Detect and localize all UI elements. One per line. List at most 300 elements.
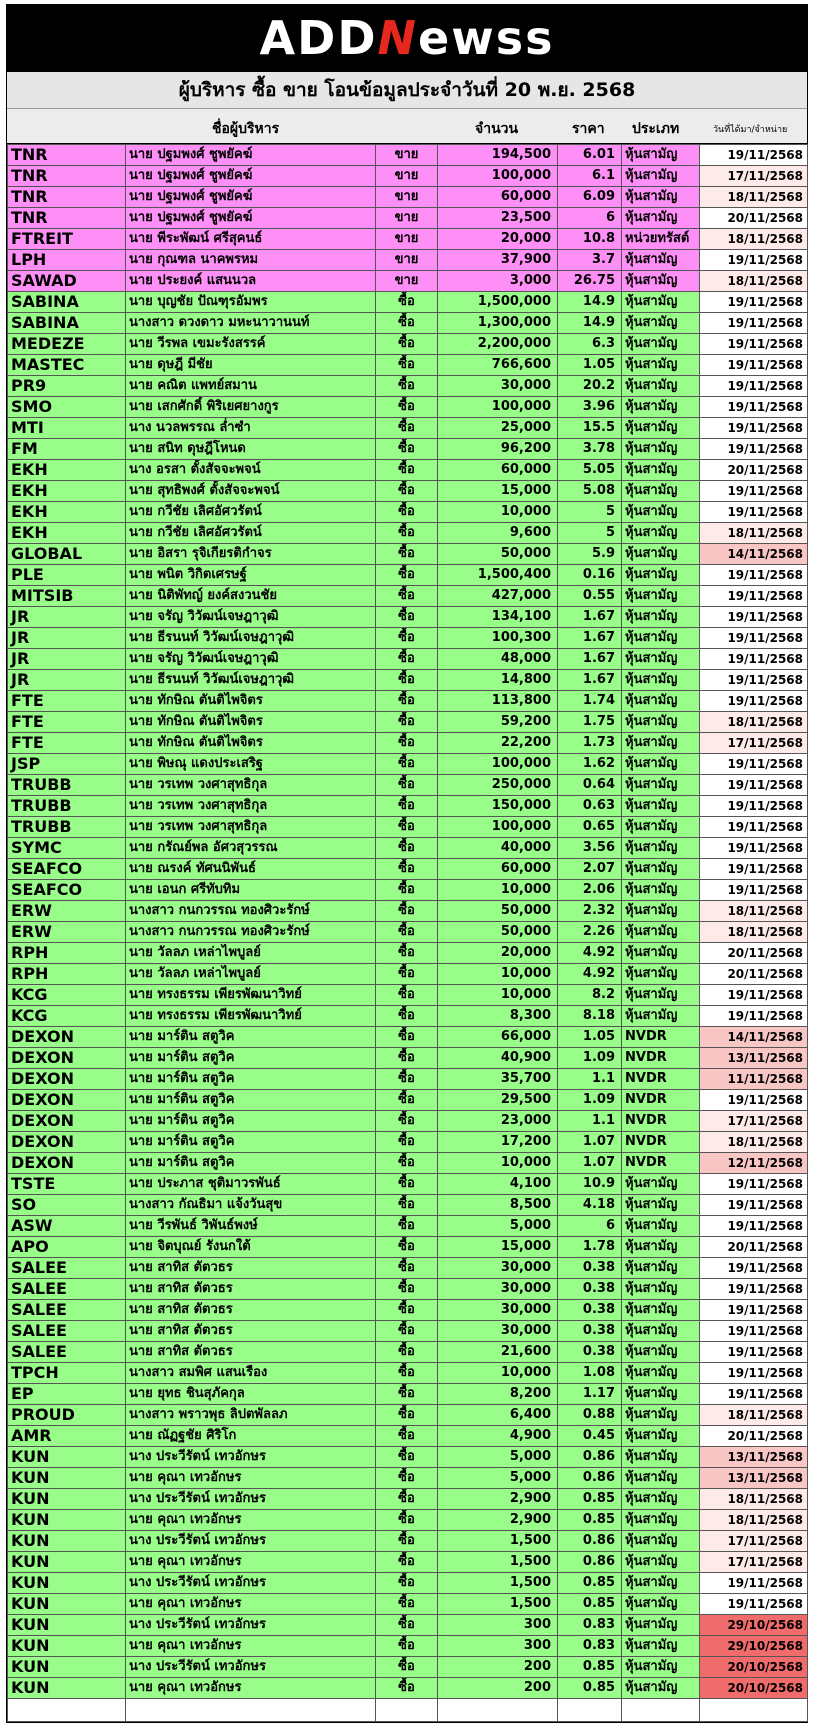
table-row — [8, 292, 808, 313]
price: 1.62 — [558, 754, 622, 775]
transaction-date: 19/11/2568 — [700, 1258, 808, 1279]
table-row — [8, 1090, 808, 1111]
executive-name: นางสาว กนกวรรณ ทองศิวะรักษ์ — [126, 922, 376, 943]
price: 0.38 — [558, 1300, 622, 1321]
quantity: 25,000 — [438, 418, 558, 439]
price: 10.8 — [558, 229, 622, 250]
transaction-type: ขาย — [376, 229, 438, 250]
security-type: หุ้นสามัญ — [622, 544, 700, 565]
transaction-date: 18/11/2568 — [700, 523, 808, 544]
executive-name: นาง ประวีรัตน์ เทวอักษร — [126, 1573, 376, 1594]
security-type: หุ้นสามัญ — [622, 313, 700, 334]
price: 2.32 — [558, 901, 622, 922]
security-type: หุ้นสามัญ — [622, 775, 700, 796]
stock-symbol: ERW — [8, 901, 126, 922]
table-row — [8, 733, 808, 754]
transaction-date: 14/11/2568 — [700, 544, 808, 565]
stock-symbol: KUN — [8, 1594, 126, 1615]
security-type: หุ้นสามัญ — [622, 1573, 700, 1594]
quantity: 40,000 — [438, 838, 558, 859]
stock-symbol: TNR — [8, 145, 126, 166]
security-type: หุ้นสามัญ — [622, 1006, 700, 1027]
transaction-type: ซื้อ — [376, 355, 438, 376]
security-type: หุ้นสามัญ — [622, 355, 700, 376]
quantity: 15,000 — [438, 1237, 558, 1258]
executive-name: นาย วรเทพ วงศาสุทธิกุล — [126, 775, 376, 796]
header-date: วันที่ได้มา/จำหน่าย — [713, 125, 788, 135]
quantity: 96,200 — [438, 439, 558, 460]
transaction-type: ซื้อ — [376, 376, 438, 397]
table-row — [8, 838, 808, 859]
price: 1.73 — [558, 733, 622, 754]
transaction-type: ซื้อ — [376, 1405, 438, 1426]
transaction-type: ซื้อ — [376, 1237, 438, 1258]
price: 3.96 — [558, 397, 622, 418]
security-type: หุ้นสามัญ — [622, 418, 700, 439]
stock-symbol: SABINA — [8, 313, 126, 334]
transaction-type: ขาย — [376, 250, 438, 271]
executive-name: นาย ณัฏฐชัย ศิริโก — [126, 1426, 376, 1447]
price: 0.83 — [558, 1615, 622, 1636]
quantity: 6,400 — [438, 1405, 558, 1426]
transaction-type: ซื้อ — [376, 1615, 438, 1636]
stock-symbol: TNR — [8, 166, 126, 187]
stock-symbol: FTREIT — [8, 229, 126, 250]
security-type: หุ้นสามัญ — [622, 964, 700, 985]
stock-symbol: KUN — [8, 1468, 126, 1489]
transaction-date: 20/11/2568 — [700, 943, 808, 964]
price: 0.38 — [558, 1321, 622, 1342]
transaction-type: ซื้อ — [376, 1657, 438, 1678]
executive-name: นาย ปฐมพงศ์ ชูพยัคฆ์ — [126, 187, 376, 208]
security-type: NVDR — [622, 1111, 700, 1132]
quantity: 50,000 — [438, 922, 558, 943]
transaction-type: ซื้อ — [376, 964, 438, 985]
security-type: หุ้นสามัญ — [622, 796, 700, 817]
quantity: 100,300 — [438, 628, 558, 649]
stock-symbol: MASTEC — [8, 355, 126, 376]
executive-name: นาย มาร์ติน สตูวิค — [126, 1132, 376, 1153]
executive-name: นางสาว กนกวรรณ ทองศิวะรักษ์ — [126, 901, 376, 922]
quantity: 20,000 — [438, 229, 558, 250]
stock-symbol: ASW — [8, 1216, 126, 1237]
stock-symbol: EKH — [8, 481, 126, 502]
transaction-date: 18/11/2568 — [700, 187, 808, 208]
transaction-type: ซื้อ — [376, 733, 438, 754]
table-row — [8, 1279, 808, 1300]
quantity: 5,000 — [438, 1468, 558, 1489]
transaction-date: 13/11/2568 — [700, 1468, 808, 1489]
header-price: ราคา — [572, 121, 605, 137]
executive-name: นาย วัลลภ เหล่าไพบูลย์ — [126, 964, 376, 985]
transaction-type: ซื้อ — [376, 397, 438, 418]
executive-name: นาย คุณา เทวอักษร — [126, 1510, 376, 1531]
security-type: หุ้นสามัญ — [622, 208, 700, 229]
table-row — [8, 817, 808, 838]
table-row — [8, 1447, 808, 1468]
stock-symbol: FTE — [8, 712, 126, 733]
security-type: หุ้นสามัญ — [622, 1216, 700, 1237]
security-type: หุ้นสามัญ — [622, 1258, 700, 1279]
transaction-type: ซื้อ — [376, 1153, 438, 1174]
price: 0.85 — [558, 1489, 622, 1510]
logo-part-n: N — [377, 11, 418, 65]
price: 0.85 — [558, 1657, 622, 1678]
quantity: 134,100 — [438, 607, 558, 628]
quantity: 1,300,000 — [438, 313, 558, 334]
transaction-date: 19/11/2568 — [700, 250, 808, 271]
quantity: 5,000 — [438, 1447, 558, 1468]
quantity: 50,000 — [438, 901, 558, 922]
table-row — [8, 271, 808, 292]
quantity: 1,500,400 — [438, 565, 558, 586]
transaction-type: ซื้อ — [376, 481, 438, 502]
price: 0.64 — [558, 775, 622, 796]
table-row — [8, 229, 808, 250]
executive-name: นาย พนิต วิกิตเศรษฐ์ — [126, 565, 376, 586]
executive-name: นาย วัลลภ เหล่าไพบูลย์ — [126, 943, 376, 964]
transaction-date: 19/11/2568 — [700, 565, 808, 586]
price: 0.85 — [558, 1594, 622, 1615]
price: 1.05 — [558, 355, 622, 376]
price: 4.92 — [558, 964, 622, 985]
transaction-type: ซื้อ — [376, 922, 438, 943]
stock-symbol: JR — [8, 628, 126, 649]
table-row — [8, 250, 808, 271]
transaction-type: ซื้อ — [376, 1489, 438, 1510]
executive-name: นาง นวลพรรณ ล่ำซำ — [126, 418, 376, 439]
quantity: 15,000 — [438, 481, 558, 502]
transaction-date: 13/11/2568 — [700, 1048, 808, 1069]
price: 4.92 — [558, 943, 622, 964]
executive-name: นาย สาทิส ตัตวธร — [126, 1258, 376, 1279]
security-type: หุ้นสามัญ — [622, 1342, 700, 1363]
transaction-date: 19/11/2568 — [700, 1300, 808, 1321]
stock-symbol: JSP — [8, 754, 126, 775]
transaction-date: 18/11/2568 — [700, 712, 808, 733]
security-type: หุ้นสามัญ — [622, 712, 700, 733]
transaction-type: ซื้อ — [376, 628, 438, 649]
quantity: 1,500 — [438, 1552, 558, 1573]
table-row — [8, 754, 808, 775]
table-row — [8, 376, 808, 397]
quantity: 22,200 — [438, 733, 558, 754]
executive-name: นาย มาร์ติน สตูวิค — [126, 1027, 376, 1048]
transaction-date: 19/11/2568 — [700, 334, 808, 355]
transaction-type: ขาย — [376, 187, 438, 208]
transaction-date: 19/11/2568 — [700, 1321, 808, 1342]
transaction-date: 19/11/2568 — [700, 1216, 808, 1237]
executive-name: นาย วีรพล เขมะรังสรรค์ — [126, 334, 376, 355]
executive-name: นาย ทรงธรรม เพียรพัฒนาวิทย์ — [126, 985, 376, 1006]
quantity: 14,800 — [438, 670, 558, 691]
security-type: หุ้นสามัญ — [622, 1615, 700, 1636]
quantity: 100,000 — [438, 754, 558, 775]
transaction-type: ซื้อ — [376, 460, 438, 481]
table-row — [8, 1258, 808, 1279]
transaction-type: ซื้อ — [376, 1258, 438, 1279]
security-type: หุ้นสามัญ — [622, 1384, 700, 1405]
transaction-date: 19/11/2568 — [700, 1384, 808, 1405]
executive-name: นาย ปฐมพงศ์ ชูพยัคฆ์ — [126, 208, 376, 229]
transaction-type: ซื้อ — [376, 1321, 438, 1342]
security-type: หุ้นสามัญ — [622, 1510, 700, 1531]
table-row — [8, 1552, 808, 1573]
transaction-date: 19/11/2568 — [700, 607, 808, 628]
stock-symbol: TNR — [8, 208, 126, 229]
table-row — [8, 187, 808, 208]
price: 8.2 — [558, 985, 622, 1006]
quantity: 2,900 — [438, 1510, 558, 1531]
security-type: หุ้นสามัญ — [622, 250, 700, 271]
security-type: หุ้นสามัญ — [622, 565, 700, 586]
transaction-type: ซื้อ — [376, 502, 438, 523]
quantity: 100,000 — [438, 817, 558, 838]
executive-name: นาย กุณฑล นาคพรหม — [126, 250, 376, 271]
table-row — [8, 166, 808, 187]
price: 0.86 — [558, 1468, 622, 1489]
table-row — [8, 1384, 808, 1405]
executive-name: นาย มาร์ติน สตูวิค — [126, 1048, 376, 1069]
stock-symbol: TRUBB — [8, 775, 126, 796]
price: 1.08 — [558, 1363, 622, 1384]
quantity: 150,000 — [438, 796, 558, 817]
executive-name: นาย คุณา เทวอักษร — [126, 1636, 376, 1657]
security-type: หุ้นสามัญ — [622, 1237, 700, 1258]
executive-name: นาย บุญชัย ปัณฑุรอัมพร — [126, 292, 376, 313]
transaction-type: ซื้อ — [376, 649, 438, 670]
transaction-date: 19/11/2568 — [700, 1279, 808, 1300]
executive-name: นาย ประยงค์ แสนนวล — [126, 271, 376, 292]
table-row — [8, 586, 808, 607]
security-type: หุ้นสามัญ — [622, 1426, 700, 1447]
stock-symbol: SEAFCO — [8, 880, 126, 901]
price: 0.86 — [558, 1531, 622, 1552]
stock-symbol: DEXON — [8, 1048, 126, 1069]
stock-symbol: RPH — [8, 943, 126, 964]
stock-symbol: JR — [8, 607, 126, 628]
quantity: 30,000 — [438, 376, 558, 397]
price: 2.07 — [558, 859, 622, 880]
quantity: 250,000 — [438, 775, 558, 796]
quantity: 200 — [438, 1678, 558, 1699]
stock-symbol: KUN — [8, 1531, 126, 1552]
empty-cell — [8, 1699, 126, 1722]
price: 0.86 — [558, 1552, 622, 1573]
stock-symbol: DEXON — [8, 1090, 126, 1111]
executive-name: นาย วรเทพ วงศาสุทธิกุล — [126, 817, 376, 838]
security-type: NVDR — [622, 1069, 700, 1090]
price: 1.67 — [558, 649, 622, 670]
quantity: 1,500,000 — [438, 292, 558, 313]
transaction-date: 19/11/2568 — [700, 1594, 808, 1615]
transaction-type: ซื้อ — [376, 985, 438, 1006]
price: 10.9 — [558, 1174, 622, 1195]
transaction-date: 18/11/2568 — [700, 901, 808, 922]
price: 0.65 — [558, 817, 622, 838]
executive-name: นาย สาทิส ตัตวธร — [126, 1279, 376, 1300]
executive-name: นางสาว สมพิศ แสนเรือง — [126, 1363, 376, 1384]
price: 0.85 — [558, 1510, 622, 1531]
security-type: หุ้นสามัญ — [622, 1405, 700, 1426]
stock-symbol: MEDEZE — [8, 334, 126, 355]
transaction-type: ซื้อ — [376, 1573, 438, 1594]
table-row — [8, 502, 808, 523]
security-type: หุ้นสามัญ — [622, 1321, 700, 1342]
table-row — [8, 1489, 808, 1510]
table-row — [8, 313, 808, 334]
transaction-date: 18/11/2568 — [700, 922, 808, 943]
transaction-date: 11/11/2568 — [700, 1069, 808, 1090]
price: 3.7 — [558, 250, 622, 271]
transaction-type: ซื้อ — [376, 859, 438, 880]
transaction-type: ซื้อ — [376, 1048, 438, 1069]
security-type: หุ้นสามัญ — [622, 1195, 700, 1216]
security-type: หุ้นสามัญ — [622, 292, 700, 313]
executive-name: นาย นิติพัทญ์ ยงค์สงวนชัย — [126, 586, 376, 607]
transaction-type: ซื้อ — [376, 1195, 438, 1216]
transaction-type: ซื้อ — [376, 418, 438, 439]
table-row — [8, 1678, 808, 1699]
table-row — [8, 439, 808, 460]
quantity: 10,000 — [438, 985, 558, 1006]
table-row — [8, 1132, 808, 1153]
transaction-type: ซื้อ — [376, 1678, 438, 1699]
security-type: หน่วยทรัสต์ — [622, 229, 700, 250]
stock-symbol: TRUBB — [8, 796, 126, 817]
empty-cell — [700, 1699, 808, 1722]
transaction-date: 17/11/2568 — [700, 1552, 808, 1573]
transaction-date: 18/11/2568 — [700, 1132, 808, 1153]
quantity: 59,200 — [438, 712, 558, 733]
security-type: หุ้นสามัญ — [622, 334, 700, 355]
transaction-type: ซื้อ — [376, 1531, 438, 1552]
security-type: หุ้นสามัญ — [622, 1636, 700, 1657]
quantity: 30,000 — [438, 1258, 558, 1279]
table-row — [8, 649, 808, 670]
transaction-type: ซื้อ — [376, 1447, 438, 1468]
table-row — [8, 208, 808, 229]
executive-name: นาง ประวีรัตน์ เทวอักษร — [126, 1489, 376, 1510]
quantity: 200 — [438, 1657, 558, 1678]
stock-symbol: MTI — [8, 418, 126, 439]
price: 1.17 — [558, 1384, 622, 1405]
price: 0.85 — [558, 1573, 622, 1594]
empty-cell — [622, 1699, 700, 1722]
price: 6.01 — [558, 145, 622, 166]
header-qty: จำนวน — [475, 121, 519, 137]
transaction-type: ซื้อ — [376, 586, 438, 607]
price: 1.1 — [558, 1069, 622, 1090]
transactions-table — [7, 144, 808, 1722]
executive-name: นาย ทักษิณ ตันติไพจิตร — [126, 712, 376, 733]
price: 8.18 — [558, 1006, 622, 1027]
price: 3.56 — [558, 838, 622, 859]
stock-symbol: EKH — [8, 502, 126, 523]
quantity: 29,500 — [438, 1090, 558, 1111]
quantity: 300 — [438, 1615, 558, 1636]
table-row — [8, 1342, 808, 1363]
transaction-date: 19/11/2568 — [700, 481, 808, 502]
header-name: ชื่อผู้บริหาร — [212, 121, 280, 137]
transaction-type: ซื้อ — [376, 691, 438, 712]
executive-name: นาย คุณา เทวอักษร — [126, 1594, 376, 1615]
quantity: 8,200 — [438, 1384, 558, 1405]
stock-symbol: KUN — [8, 1489, 126, 1510]
stock-symbol: SYMC — [8, 838, 126, 859]
executive-name: นาย กรัณย์พล อัศวสุวรรณ — [126, 838, 376, 859]
security-type: หุ้นสามัญ — [622, 1552, 700, 1573]
quantity: 4,100 — [438, 1174, 558, 1195]
price: 0.85 — [558, 1678, 622, 1699]
executive-name: นางสาว กัณธิมา แจ้งวันสุข — [126, 1195, 376, 1216]
table-row — [8, 859, 808, 880]
stock-symbol: SALEE — [8, 1321, 126, 1342]
quantity: 9,600 — [438, 523, 558, 544]
transaction-date: 20/11/2568 — [700, 460, 808, 481]
table-row — [8, 670, 808, 691]
quantity: 35,700 — [438, 1069, 558, 1090]
stock-symbol: PR9 — [8, 376, 126, 397]
executive-name: นาย คุณา เทวอักษร — [126, 1468, 376, 1489]
transaction-type: ซื้อ — [376, 1384, 438, 1405]
price: 5.9 — [558, 544, 622, 565]
stock-symbol: KUN — [8, 1510, 126, 1531]
price: 0.63 — [558, 796, 622, 817]
security-type: NVDR — [622, 1153, 700, 1174]
quantity: 427,000 — [438, 586, 558, 607]
quantity: 10,000 — [438, 964, 558, 985]
table-row — [8, 1573, 808, 1594]
empty-cell — [126, 1699, 376, 1722]
stock-symbol: SO — [8, 1195, 126, 1216]
stock-symbol: DEXON — [8, 1153, 126, 1174]
stock-symbol: FM — [8, 439, 126, 460]
security-type: หุ้นสามัญ — [622, 1468, 700, 1489]
sheet-title: ผู้บริหาร ซื้อ ขาย โอนข้อมูลประจำวันที่ 20 พ.ย. 2568 — [7, 71, 807, 109]
table-row — [8, 1006, 808, 1027]
security-type: หุ้นสามัญ — [622, 502, 700, 523]
transaction-type: ซื้อ — [376, 439, 438, 460]
price: 5 — [558, 502, 622, 523]
table-row — [8, 544, 808, 565]
quantity: 10,000 — [438, 502, 558, 523]
price: 1.78 — [558, 1237, 622, 1258]
transaction-date: 17/11/2568 — [700, 1111, 808, 1132]
transaction-type: ซื้อ — [376, 1090, 438, 1111]
quantity: 2,900 — [438, 1489, 558, 1510]
stock-symbol: KUN — [8, 1657, 126, 1678]
price: 1.07 — [558, 1132, 622, 1153]
price: 2.26 — [558, 922, 622, 943]
quantity: 5,000 — [438, 1216, 558, 1237]
quantity: 1,500 — [438, 1594, 558, 1615]
security-type: หุ้นสามัญ — [622, 754, 700, 775]
price: 1.09 — [558, 1048, 622, 1069]
security-type: หุ้นสามัญ — [622, 943, 700, 964]
quantity: 37,900 — [438, 250, 558, 271]
security-type: หุ้นสามัญ — [622, 481, 700, 502]
stock-symbol: EKH — [8, 460, 126, 481]
transaction-date: 20/10/2568 — [700, 1657, 808, 1678]
security-type: หุ้นสามัญ — [622, 1594, 700, 1615]
stock-symbol: KCG — [8, 985, 126, 1006]
table-row — [8, 607, 808, 628]
transaction-type: ซื้อ — [376, 1468, 438, 1489]
stock-symbol: SALEE — [8, 1258, 126, 1279]
security-type: หุ้นสามัญ — [622, 901, 700, 922]
logo-part-b: ewss — [418, 11, 555, 65]
